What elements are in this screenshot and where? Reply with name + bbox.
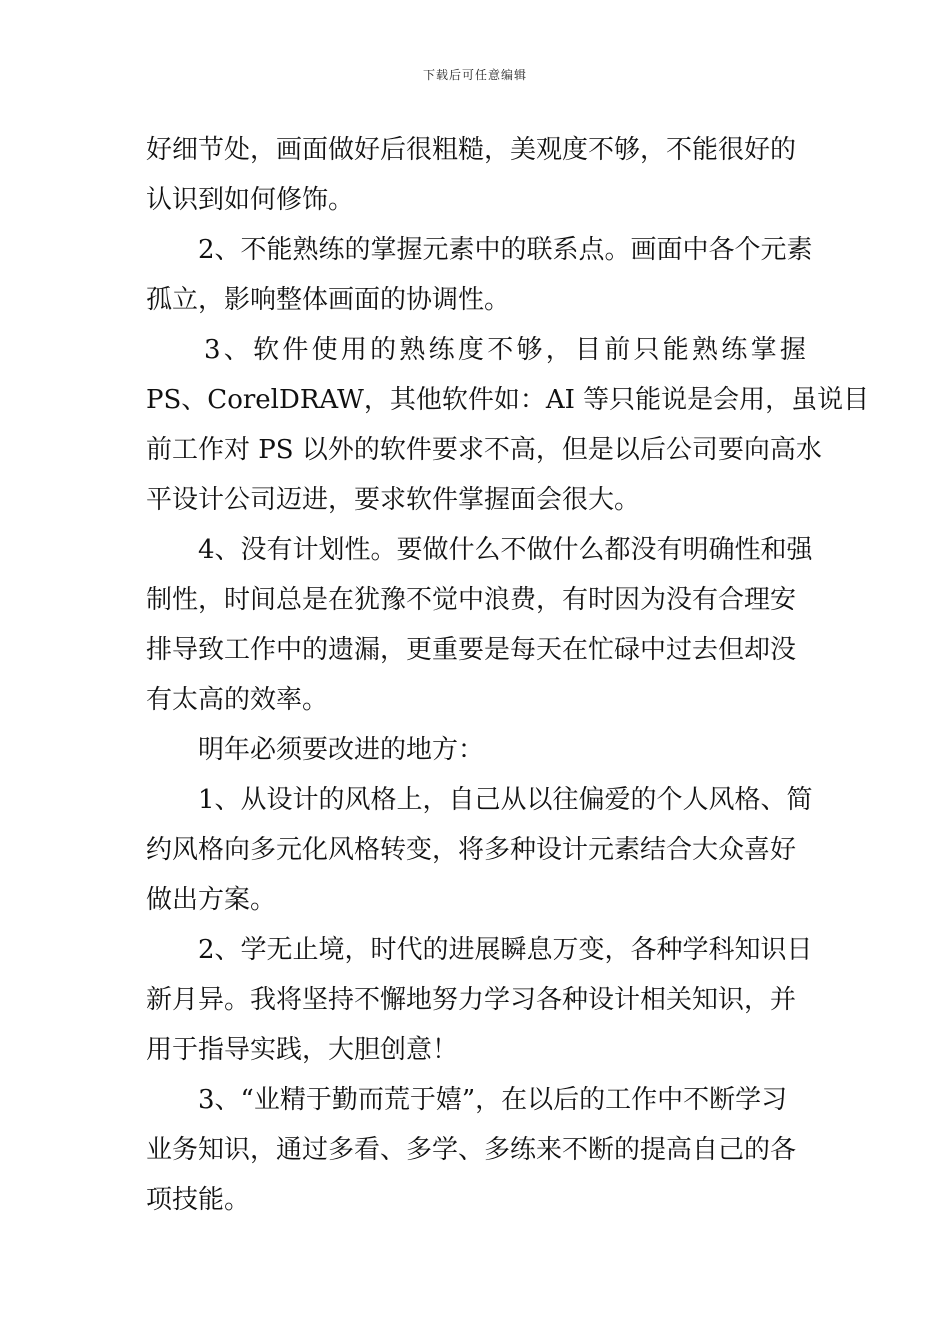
- char: 目: [574, 335, 601, 365]
- char: 练: [721, 335, 748, 365]
- paragraph-5-line-1: 1、从设计的风格上，自己从以往偏爱的个人风格、简: [198, 785, 813, 815]
- paragraph-2-line-3: 前工作对 PS 以外的软件要求不高，但是以后公司要向高水: [146, 435, 822, 465]
- paragraph-6-line-1: 2、学无止境，时代的进展瞬息万变，各种学科知识日: [198, 935, 813, 965]
- char: 熟: [692, 335, 719, 365]
- char: 练: [428, 335, 455, 365]
- char: 软: [253, 335, 280, 365]
- paragraph-3-line-2: 制性，时间总是在犹豫不觉中浪费，有时因为没有合理安: [146, 585, 797, 615]
- char: ，: [545, 335, 572, 365]
- char: 度: [457, 335, 484, 365]
- paragraph-0-line-2: 认识到如何修饰。: [146, 185, 355, 215]
- page-header: 下载后可任意编辑: [422, 68, 527, 82]
- paragraph-2-line-4: 平设计公司迈进，要求软件掌握面会很大。: [146, 485, 641, 515]
- paragraph-1-line-1: 2、不能熟练的掌握元素中的联系点。画面中各个元素: [198, 235, 813, 265]
- char: 件: [282, 335, 309, 365]
- char: 、: [223, 335, 250, 365]
- paragraph-3-line-3: 排导致工作中的遗漏，更重要是每天在忙碌中过去但却没: [146, 635, 797, 665]
- paragraph-5-line-3: 做出方案。: [146, 885, 277, 915]
- char: 使: [311, 335, 338, 365]
- char: 够: [516, 335, 543, 365]
- paragraph-6-line-2: 新月异。我将坚持不懈地努力学习各种设计相关知识，并: [146, 985, 797, 1015]
- char: 不: [487, 335, 514, 365]
- paragraph-3-line-1: 4、没有计划性。要做什么不做什么都没有明确性和强: [198, 535, 813, 565]
- char: 3: [204, 335, 221, 365]
- paragraph-3-line-4: 有太高的效率。: [146, 685, 329, 715]
- paragraph-7-line-3: 项技能。: [146, 1185, 251, 1215]
- paragraph-2-line-1: [204, 330, 806, 370]
- char: 握: [779, 335, 806, 365]
- paragraph-2-line-2: PS、CorelDRAW，其他软件如：AI 等只能说是会用，虽说目: [146, 385, 870, 415]
- char: 用: [340, 335, 367, 365]
- paragraph-7-line-1: 3、“业精于勤而荒于嬉”，在以后的工作中不断学习: [198, 1085, 788, 1115]
- paragraph-6-line-3: 用于指导实践，大胆创意！: [146, 1035, 459, 1065]
- char: 熟: [399, 335, 426, 365]
- char: 能: [662, 335, 689, 365]
- section-heading: 明年必须要改进的地方：: [198, 735, 485, 765]
- paragraph-1-line-2: 孤立，影响整体画面的协调性。: [146, 285, 511, 315]
- char: 前: [604, 335, 631, 365]
- paragraph-0-line-1: 好细节处，画面做好后很粗糙，美观度不够，不能很好的: [146, 135, 797, 165]
- char: 的: [370, 335, 397, 365]
- char: 只: [633, 335, 660, 365]
- paragraph-7-line-2: 业务知识，通过多看、多学、多练来不断的提高自己的各: [146, 1135, 797, 1165]
- paragraph-5-line-2: 约风格向多元化风格转变，将多种设计元素结合大众喜好: [146, 835, 797, 865]
- char: 掌: [750, 335, 777, 365]
